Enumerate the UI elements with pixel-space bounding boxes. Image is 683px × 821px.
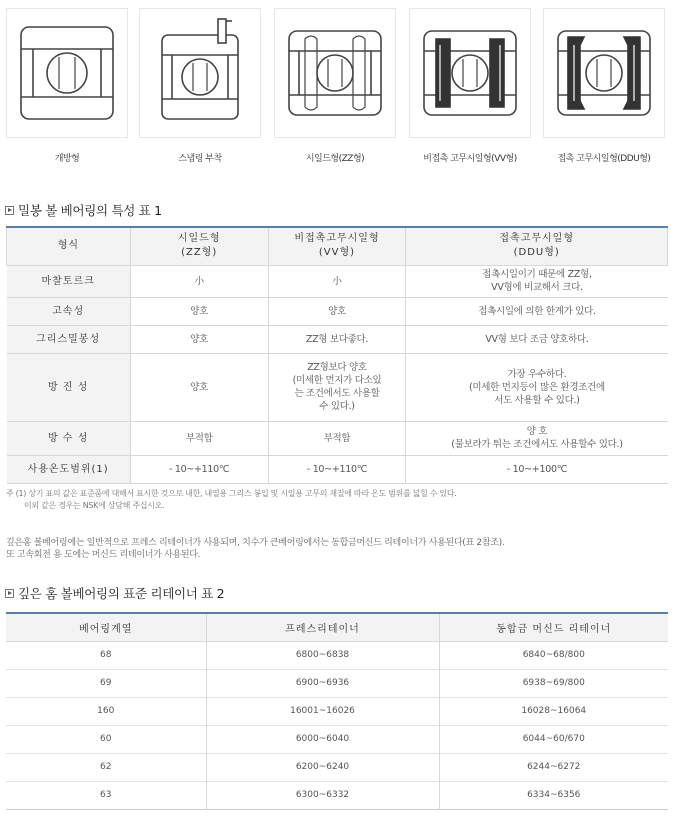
- cell-vv: 小: [268, 265, 406, 297]
- bullet-arrow-icon: [5, 589, 14, 598]
- bearing-contact-seal: [543, 8, 665, 164]
- table-row: 60 6000~6040 6044~60/670: [6, 725, 668, 753]
- header-series: 베어링계열: [6, 613, 206, 641]
- table1-footnote: 주 (1) 상기 표의 값은 표준품에 대해서 표시한 것으로 내한, 내열용 그리스 봉입 및 시일용 고무의 재질에 따라 온도 범위를 넓힐 수 있다. 이외 같은 경우는 NSK에 상담해 주십시오.: [6, 489, 457, 510]
- cell-zz: 양호: [130, 297, 268, 325]
- table-row: [7, 297, 668, 325]
- cell-zz: 小: [130, 265, 268, 297]
- cell-vv: 양호: [268, 297, 406, 325]
- table-row: [7, 353, 668, 421]
- contact-seal-bearing-icon: [543, 8, 665, 138]
- bearing-snap-ring: [139, 8, 261, 164]
- header-press-retainer: 프레스리테이너: [206, 613, 439, 641]
- table-row: 68 6800~6838 6840~68/800: [6, 641, 668, 669]
- shielded-bearing-icon: [274, 8, 396, 138]
- bearing-label: 비접촉 고무시일형(VV형): [423, 154, 517, 164]
- open-bearing-icon: [6, 8, 128, 138]
- header-type: 형식: [7, 227, 131, 265]
- cell-zz: 부적합: [130, 421, 268, 455]
- header-vv: 비접촉고무시일형 (VV형): [268, 227, 406, 265]
- cell-ddu: - 10~+100℃: [406, 455, 668, 483]
- table-row: [7, 455, 668, 483]
- table1-title: 밀봉 볼 베어링의 특성 표 1: [5, 201, 162, 219]
- cell-vv: ZZ형 보다좋다.: [268, 325, 406, 353]
- bearing-label: 스냅링 부착: [178, 154, 222, 164]
- table2-title: 깊은 홈 볼베어링의 표준 리테이너 표 2: [5, 584, 224, 602]
- cell-zz: - 10~+110℃: [130, 455, 268, 483]
- table-row: 69 6900~6936 6938~69/800: [6, 669, 668, 697]
- row-label: 방 수 성: [7, 421, 131, 455]
- cell-ddu: VV형 보다 조금 양호하다.: [406, 325, 668, 353]
- header-zz: 시일드형 (ZZ형): [130, 227, 268, 265]
- cell-ddu: 접촉시일에 의한 한계가 있다.: [406, 297, 668, 325]
- table-row: 62 6200~6240 6244~6272: [6, 753, 668, 781]
- cell-ddu: 가장 우수하다. (미세한 먼지등이 많은 환경조건에 서도 사용할 수 있다.): [406, 353, 668, 421]
- cell-ddu: 접촉시일이기 때문에 ZZ형, VV형에 비교해서 크다.: [406, 265, 668, 297]
- cell-zz: 양호: [130, 325, 268, 353]
- cell-vv: ZZ형보다 양호 (미세한 먼지가 다소있 는 조건에서도 사용할 수 있다.): [268, 353, 406, 421]
- retainer-description: 깊은홈 볼베어링에는 일반적으로 프레스 리테이너가 사용되며, 치수가 큰베어링에서는 동합금머신드 리테이너가 사용된다(표 2참조). 또 고속회전 용 도에는 머신드 리테이너가 사용된다.: [6, 538, 505, 560]
- cell-ddu: 양 호 (물보라가 튀는 조건에서도 사용할수 있다.): [406, 421, 668, 455]
- bearing-label: 개방형: [54, 154, 80, 164]
- row-label: 그리스밀봉성: [7, 325, 131, 353]
- bearing-label: 시일드형(ZZ형): [305, 154, 365, 164]
- row-label: 고속성: [7, 297, 131, 325]
- bearing-non-contact-seal: [409, 8, 531, 164]
- snap-ring-bearing-icon: [139, 8, 261, 138]
- bearing-open: [6, 8, 128, 164]
- table-row: 63 6300~6332 6334~6356: [6, 781, 668, 809]
- table-row: [7, 421, 668, 455]
- bearing-shielded: [274, 8, 396, 164]
- header-ddu: 접촉고무시일형 (DDU형): [406, 227, 668, 265]
- header-machined-retainer: 동합금 머신드 리테이너: [439, 613, 668, 641]
- table-header-row: [6, 613, 668, 641]
- non-contact-seal-bearing-icon: [409, 8, 531, 138]
- standard-retainer-table: [6, 612, 668, 810]
- cell-zz: 양호: [130, 353, 268, 421]
- table-row: 160 16001~16026 16028~16064: [6, 697, 668, 725]
- sealed-bearing-characteristics-table: [6, 226, 668, 484]
- bullet-arrow-icon: [5, 206, 14, 215]
- row-label: 사용온도범위(1): [7, 455, 131, 483]
- table-row: [7, 265, 668, 297]
- cell-vv: - 10~+110℃: [268, 455, 406, 483]
- row-label: 마찰토르크: [7, 265, 131, 297]
- table-row: [7, 325, 668, 353]
- bearing-types-gallery: [0, 0, 683, 170]
- cell-vv: 부적합: [268, 421, 406, 455]
- row-label: 방 진 성: [7, 353, 131, 421]
- table-header-row: [7, 227, 668, 265]
- bearing-label: 접촉 고무시일형(DDU형): [557, 154, 651, 164]
